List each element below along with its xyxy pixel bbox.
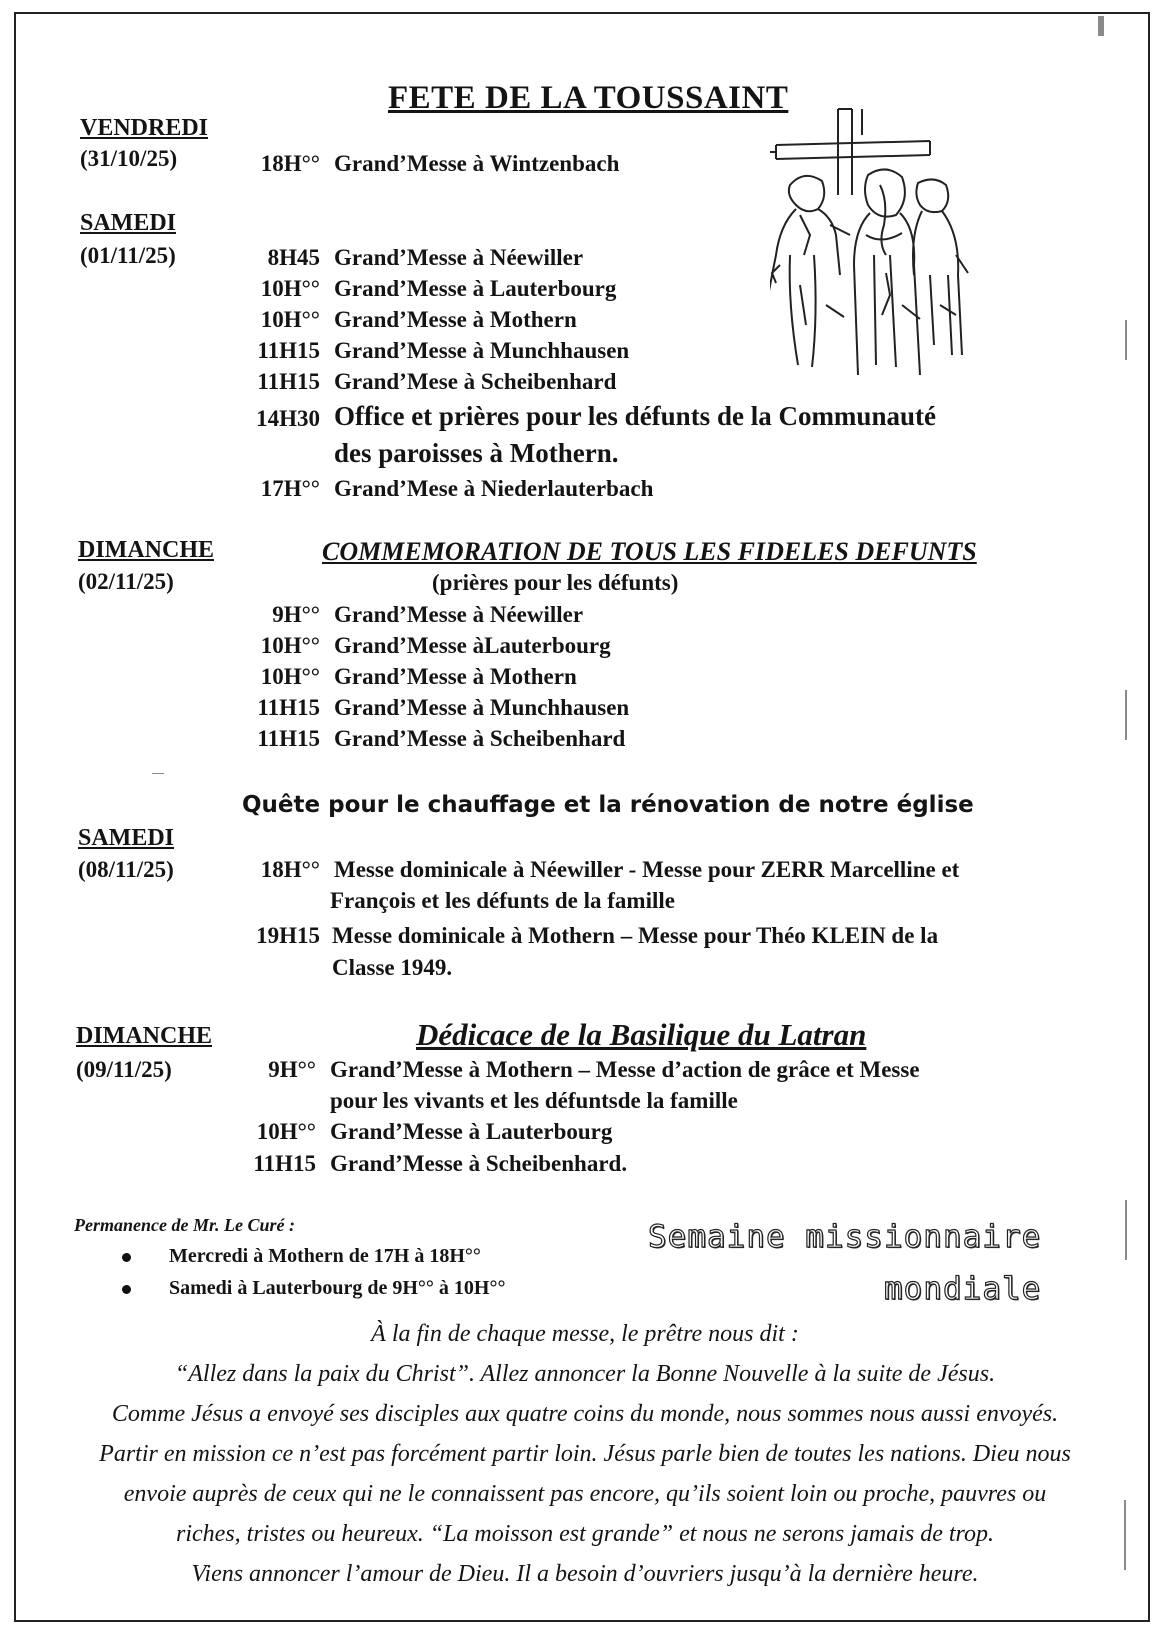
mass-text: Messe dominicale à Néewiller - Messe pour ZERR Marcelline et xyxy=(334,857,960,882)
mass-time: 9H°° xyxy=(272,602,320,627)
mass-time: 18H°° xyxy=(260,151,320,176)
section-subheading: (prières pour les défunts) xyxy=(432,570,679,595)
date-label: (08/11/25) xyxy=(78,857,174,882)
mass-text: Grand’Messe à Munchhausen xyxy=(334,695,630,720)
mass-text: Grand’Messe àLauterbourg xyxy=(334,633,611,658)
day-label: DIMANCHE xyxy=(76,1023,212,1049)
page-title: FETE DE LA TOUSSAINT xyxy=(388,80,789,116)
mass-text: Grand’Messe à Lauterbourg xyxy=(334,276,617,301)
mass-time: 10H°° xyxy=(260,664,320,689)
mass-time: 9H°° xyxy=(268,1057,316,1082)
mass-text: Grand’Messe à Néewiller xyxy=(334,245,584,270)
mass-time: 10H°° xyxy=(260,633,320,658)
mass-text-continued: pour les vivants et les défuntsde la famille xyxy=(330,1088,738,1113)
day-label: VENDREDI xyxy=(80,115,209,141)
mass-time: 11H15 xyxy=(253,1151,316,1176)
mass-text-continued: des paroisses à Mothern. xyxy=(334,438,619,468)
mass-text: Grand’Messe à Lauterbourg xyxy=(330,1119,613,1144)
mass-text-continued: Classe 1949. xyxy=(332,955,453,980)
closing-line: envoie auprès de ceux qui ne le connaissent pas encore, qu’ils soient loin ou proche, pauvres ou xyxy=(123,1481,1047,1507)
mass-time: 10H°° xyxy=(260,307,320,332)
mass-text: Grand’Messe à Mothern xyxy=(334,307,577,332)
mass-time: 11H15 xyxy=(257,338,320,363)
mass-time: 11H15 xyxy=(257,695,320,720)
quete-notice: Quête pour le chauffage et la rénovation de notre église xyxy=(242,792,974,818)
closing-line: Viens annoncer l’amour de Dieu. Il a besoin d’ouvriers jusqu’à la dernière heure. xyxy=(191,1561,979,1587)
mass-time: 11H15 xyxy=(257,726,320,751)
scan-mark xyxy=(1125,690,1127,740)
mass-text: Grand’Mese à Niederlauterbach xyxy=(334,476,654,501)
date-label: (01/11/25) xyxy=(80,243,176,268)
mass-time: 18H°° xyxy=(260,857,320,882)
semaine-title-line2: mondiale xyxy=(884,1271,1042,1307)
mass-text: Office et prières pour les défunts de la Communauté xyxy=(334,401,936,431)
mass-time: 14H30 xyxy=(256,406,320,431)
closing-line: Comme Jésus a envoyé ses disciples aux quatre coins du monde, nous sommes nous aussi envoyés. xyxy=(111,1401,1059,1427)
date-label: (02/11/25) xyxy=(78,569,174,594)
bullet-icon xyxy=(122,1285,131,1294)
day-label: DIMANCHE xyxy=(78,537,214,563)
mass-text: Grand’Messe à Scheibenhard. xyxy=(330,1151,628,1176)
closing-line: À la fin de chaque messe, le prêtre nous dit : xyxy=(371,1321,799,1347)
mass-text-continued: François et les défunts de la famille xyxy=(330,888,675,913)
mass-time: 10H°° xyxy=(260,276,320,301)
mass-time: 19H15 xyxy=(256,923,320,948)
permanence-title: Permanence de Mr. Le Curé : xyxy=(74,1215,295,1235)
closing-line: riches, tristes ou heureux. “La moisson est grande” et nous ne serons jamais de trop. xyxy=(176,1521,994,1547)
scan-mark xyxy=(1125,320,1127,360)
day-label: SAMEDI xyxy=(80,210,177,236)
mass-text: Messe dominicale à Mothern – Messe pour Théo KLEIN de la xyxy=(332,923,939,948)
mass-text: Grand’Messe à Mothern – Messe d’action de grâce et Messe xyxy=(330,1057,920,1082)
mass-time: 17H°° xyxy=(260,476,320,501)
mass-time: 11H15 xyxy=(257,369,320,394)
mass-text: Grand’Mese à Scheibenhard xyxy=(334,369,617,394)
mass-text: Grand’Messe à Wintzenbach xyxy=(334,151,620,176)
section-heading: Dédicace de la Basilique du Latran xyxy=(416,1017,867,1052)
cross-illustration xyxy=(770,105,1030,390)
date-label: (31/10/25) xyxy=(80,146,178,171)
permanence-item xyxy=(122,1277,505,1300)
scan-mark xyxy=(152,773,164,774)
scan-mark xyxy=(1098,16,1104,36)
permanence-item xyxy=(122,1245,481,1268)
bullet-icon xyxy=(122,1253,131,1262)
section-heading: COMMEMORATION DE TOUS LES FIDELES DEFUNTS xyxy=(322,537,977,566)
scan-mark xyxy=(1125,1200,1127,1260)
mass-text: Grand’Messe à Scheibenhard xyxy=(334,726,626,751)
permanence-item-text: Samedi à Lauterbourg de 9H°° à 10H°° xyxy=(169,1277,506,1299)
date-label: (09/11/25) xyxy=(76,1057,172,1082)
mass-time: 8H45 xyxy=(267,245,320,270)
mass-text: Grand’Messe à Munchhausen xyxy=(334,338,630,363)
mass-text: Grand’Messe à Mothern xyxy=(334,664,577,689)
permanence-item-text: Mercredi à Mothern de 17H à 18H°° xyxy=(169,1245,481,1267)
closing-line: Partir en mission ce n’est pas forcément partir loin. Jésus parle bien de toutes les nations. Dieu nous xyxy=(99,1441,1071,1467)
day-label: SAMEDI xyxy=(78,825,175,851)
mass-text: Grand’Messe à Néewiller xyxy=(334,602,584,627)
closing-line: “Allez dans la paix du Christ”. Allez annoncer la Bonne Nouvelle à la suite de Jésus. xyxy=(174,1361,996,1387)
semaine-title-line1: Semaine missionnaire xyxy=(648,1219,1042,1255)
mass-time: 10H°° xyxy=(256,1119,316,1144)
